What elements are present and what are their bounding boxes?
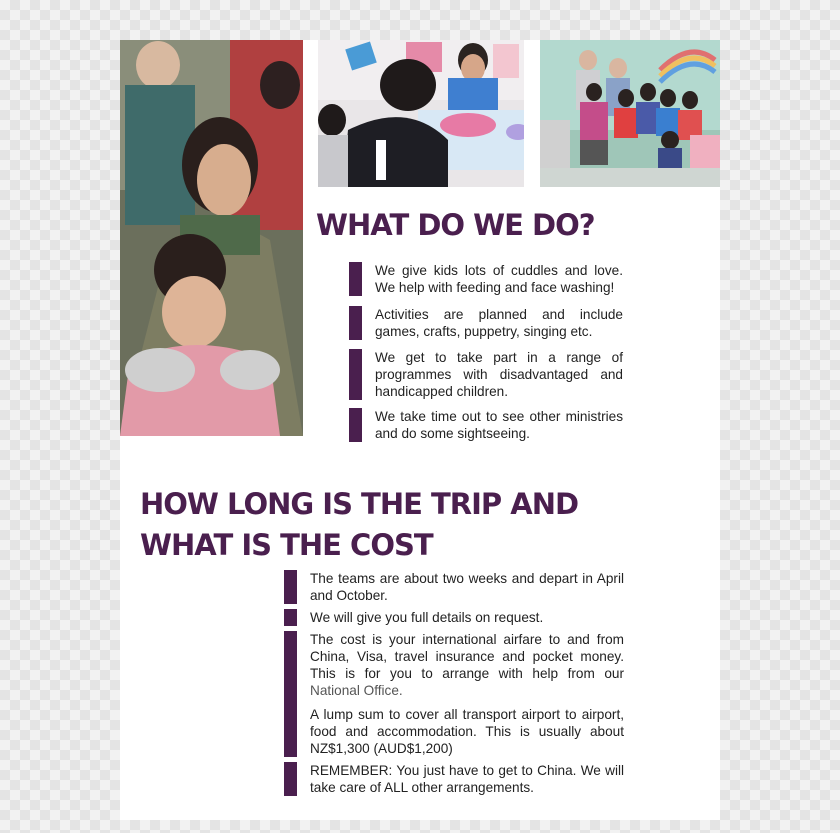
- brochure-page: [120, 40, 720, 820]
- list-item: We take time out to see other ministries and do some sightseeing.: [349, 408, 623, 442]
- cost-text: The cost is your international airfare to and from China, Visa, travel insurance and pocket money. This is for you to arrange with help from our: [310, 632, 624, 681]
- trip-cost-list: [284, 570, 624, 801]
- photo-children-crafts: [318, 40, 524, 187]
- list-item: Activities are planned and include games, crafts, puppetry, singing etc.: [349, 306, 623, 340]
- lump-sum-text: A lump sum to cover all transport airport to airport, food and accommodation. This is usually about NZ$1,300 (AUD$1,200): [310, 707, 624, 756]
- heading-what-do-we-do: WHAT DO WE DO?: [316, 208, 595, 242]
- list-item: We give kids lots of cuddles and love. We help with feeding and face washing!: [349, 262, 623, 296]
- list-item-remember: REMEMBER: You just have to get to China. We will take care of ALL other arrangements.: [284, 762, 624, 796]
- photo-woman-with-child: [120, 40, 303, 436]
- list-item-cost: [284, 631, 624, 757]
- list-item: We will give you full details on request.: [284, 609, 624, 626]
- heading-trip-length-and-cost: HOW LONG IS THE TRIP AND WHAT IS THE COST: [140, 487, 579, 562]
- national-office-text: National Office.: [310, 683, 403, 698]
- photo-children-group: [540, 40, 720, 187]
- what-we-do-list: [349, 262, 623, 452]
- list-item: The teams are about two weeks and depart in April and October.: [284, 570, 624, 604]
- list-item: We get to take part in a range of programmes with disadvantaged and handicapped children.: [349, 349, 623, 400]
